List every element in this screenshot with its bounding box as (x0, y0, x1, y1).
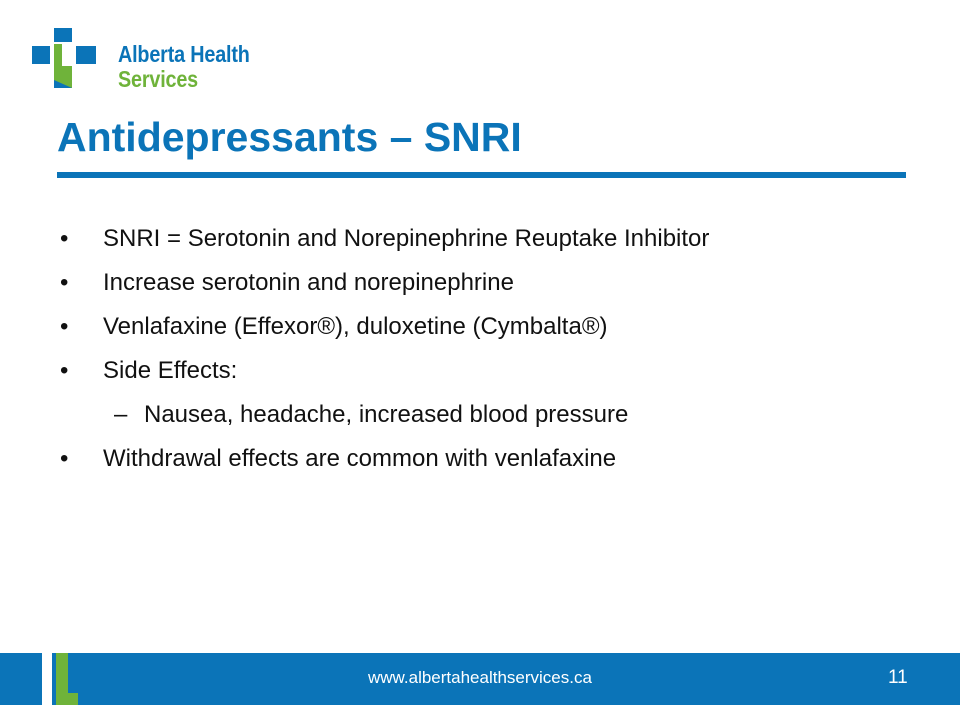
bullet-item (60, 310, 880, 344)
bullet-marker: • (60, 357, 69, 384)
footer-bar (0, 653, 960, 705)
bullet-item (60, 442, 880, 476)
sub-bullet-marker: – (114, 401, 128, 428)
ahs-logo (32, 28, 282, 98)
logo-line-1: Alberta Health (118, 41, 250, 67)
bullet-marker: • (60, 225, 69, 252)
slide-title: Antidepressants – SNRI (57, 114, 522, 160)
bullet-item (60, 354, 880, 388)
sub-bullet-text: Nausea, headache, increased blood pressure (144, 401, 629, 428)
logo-text (118, 42, 250, 92)
footer-logo-icon (42, 653, 86, 705)
bullet-marker: • (60, 445, 69, 472)
bullet-text: Side Effects: (103, 357, 238, 384)
sub-bullet-item (60, 398, 880, 432)
bullet-text: Withdrawal effects are common with venlafaxine (103, 445, 617, 472)
footer-url: www.albertahealthservices.ca (368, 668, 592, 687)
bullet-text: SNRI = Serotonin and Norepinephrine Reuptake Inhibitor (103, 225, 710, 252)
bullet-marker: • (60, 269, 69, 296)
bullet-item (60, 222, 880, 256)
slide-content (60, 222, 880, 486)
bullet-text: Increase serotonin and norepinephrine (103, 269, 514, 296)
bullet-marker: • (60, 313, 69, 340)
ahs-cross-icon (32, 28, 114, 98)
logo-line-2: Services (118, 66, 199, 92)
title-divider (57, 172, 906, 178)
bullet-text: Venlafaxine (Effexor®), duloxetine (Cymbalta®) (103, 313, 608, 340)
bullet-item (60, 266, 880, 300)
page-number: 11 (888, 667, 908, 688)
